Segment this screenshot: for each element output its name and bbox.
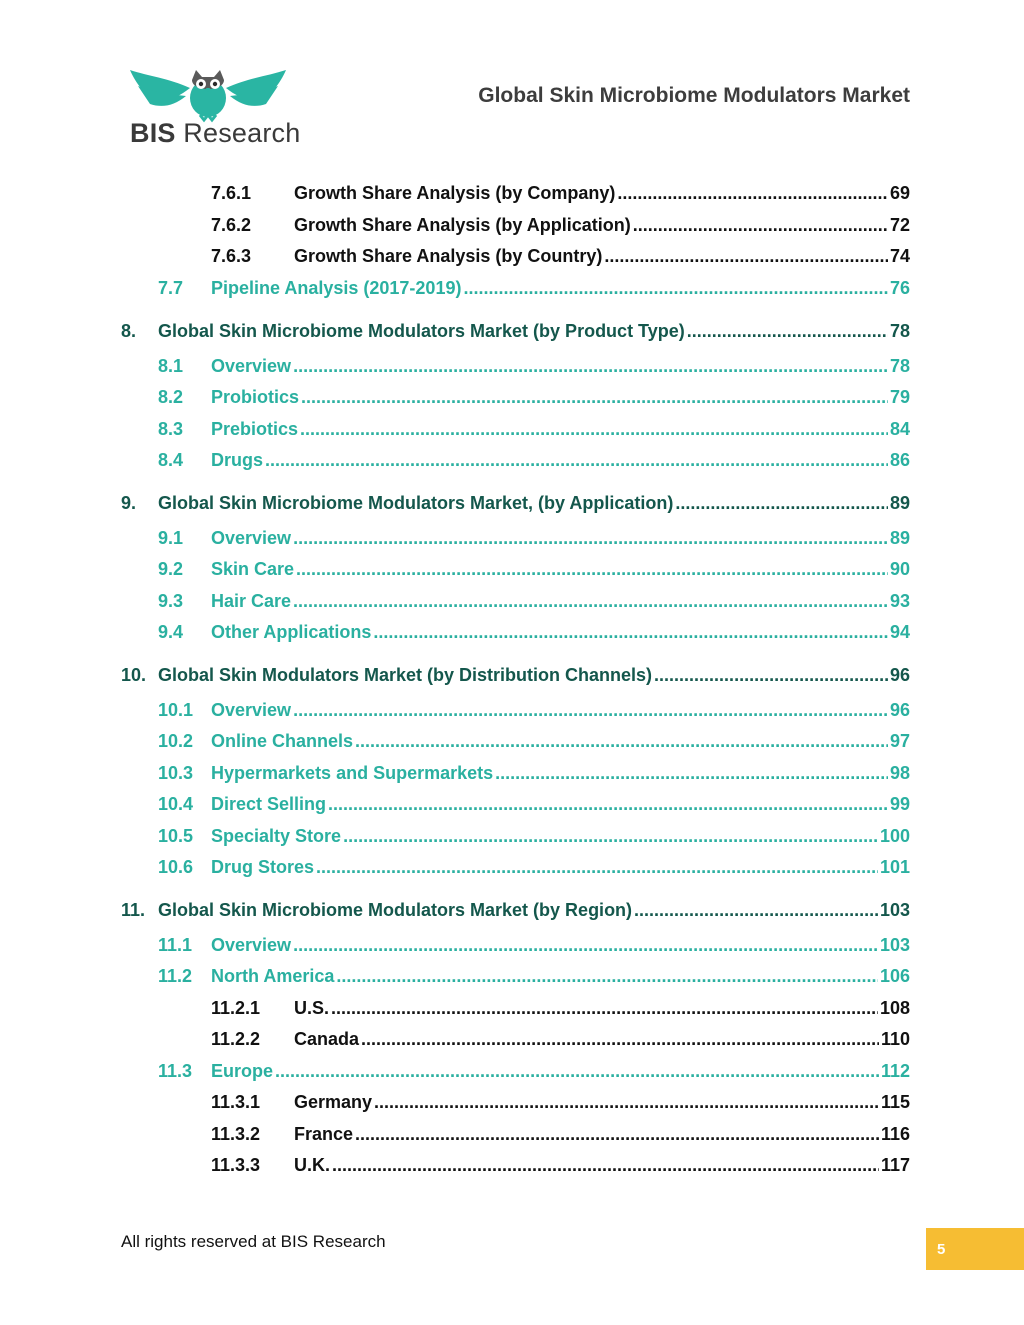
dot-leader [355, 728, 888, 754]
toc-entry-number: 7.6.2 [211, 215, 252, 235]
toc-entry-line [211, 619, 910, 645]
toc-entry-line [211, 854, 910, 880]
toc-entry-page: 72 [889, 215, 910, 235]
toc-entry[interactable] [0, 619, 1024, 645]
dot-leader [275, 1058, 879, 1084]
toc-entry-page: 101 [879, 857, 910, 877]
toc-entry-number: 8.4 [158, 450, 184, 470]
toc-entry-line [158, 318, 910, 344]
toc-entry-number: 11.2.2 [211, 1029, 261, 1049]
dot-leader [355, 1121, 879, 1147]
toc-entry-number: 10.5 [158, 826, 194, 846]
dot-leader [328, 791, 888, 817]
toc-entry-title: Growth Share Analysis (by Company) [294, 183, 616, 203]
toc-entry-page: 103 [879, 935, 910, 955]
dot-leader [301, 384, 888, 410]
toc-entry-line [211, 384, 910, 410]
toc-entry[interactable] [0, 490, 1024, 516]
toc-entry-page: 97 [889, 731, 910, 751]
page-number: 5 [937, 1241, 946, 1258]
toc-entry-page: 76 [889, 278, 910, 298]
toc-entry-page: 100 [879, 826, 910, 846]
toc-entry-number: 11.3.3 [211, 1155, 261, 1175]
toc-entry-title: Skin Care [211, 559, 295, 579]
toc-entry[interactable] [0, 275, 1024, 301]
dot-leader [373, 619, 888, 645]
toc-entry-line [211, 823, 910, 849]
toc-entry-page: 78 [889, 321, 910, 341]
dot-leader [675, 490, 888, 516]
toc-entry-line [158, 490, 910, 516]
toc-entry-page: 93 [889, 591, 910, 611]
toc-entry[interactable] [0, 353, 1024, 379]
toc-entry-number: 10.1 [158, 700, 194, 720]
toc-entry-page: 96 [889, 700, 910, 720]
toc-entry-title: Hair Care [211, 591, 292, 611]
toc-entry-line [211, 697, 910, 723]
toc-entry-number: 11.2 [158, 966, 193, 986]
dot-leader [343, 823, 878, 849]
toc-entry-title: Hypermarkets and Supermarkets [211, 763, 494, 783]
toc-entry-number: 11.1 [158, 935, 193, 955]
toc-entry[interactable] [0, 1089, 1024, 1115]
toc-entry-number: 9.2 [158, 559, 184, 579]
dot-leader [463, 275, 888, 301]
toc-entry[interactable] [0, 728, 1024, 754]
toc-entry[interactable] [0, 760, 1024, 786]
toc-entry-line [211, 556, 910, 582]
toc-entry[interactable] [0, 823, 1024, 849]
toc-entry-line [211, 525, 910, 551]
dot-leader [374, 1089, 879, 1115]
toc-entry-page: 78 [889, 356, 910, 376]
dot-leader [293, 697, 888, 723]
dot-leader [293, 353, 888, 379]
toc-entry-title: Overview [211, 528, 292, 548]
dot-leader [293, 588, 888, 614]
toc-entry-page: 116 [880, 1124, 910, 1144]
toc-entry-page: 110 [880, 1029, 910, 1049]
toc-entry-line [158, 897, 910, 923]
toc-entry[interactable] [0, 384, 1024, 410]
dot-leader [331, 995, 878, 1021]
toc-entry-number: 10.4 [158, 794, 194, 814]
toc-entry[interactable] [0, 556, 1024, 582]
toc-entry-title: Overview [211, 700, 292, 720]
toc-entry[interactable] [0, 180, 1024, 206]
toc-entry[interactable] [0, 447, 1024, 473]
toc-entry-page: 99 [889, 794, 910, 814]
toc-entry-title: Canada [294, 1029, 360, 1049]
toc-entry-title: U.K. [294, 1155, 330, 1175]
toc-entry-number: 8.3 [158, 419, 184, 439]
dot-leader [687, 318, 888, 344]
toc-entry-line [294, 1121, 910, 1147]
toc-entry-number: 10. [121, 665, 147, 685]
toc-entry-number: 11.3 [158, 1061, 193, 1081]
dot-leader [634, 897, 878, 923]
toc-entry-title: Europe [211, 1061, 274, 1081]
toc-entry-line [294, 1089, 910, 1115]
toc-entry-number: 11. [121, 900, 146, 920]
toc-entry-page: 98 [889, 763, 910, 783]
toc-entry[interactable] [0, 995, 1024, 1021]
toc-entry-number: 10.2 [158, 731, 194, 751]
dot-leader [293, 932, 878, 958]
toc-entry-title: Probiotics [211, 387, 300, 407]
toc-entry-title: Overview [211, 356, 292, 376]
toc-entry-line [211, 963, 910, 989]
toc-entry-number: 10.6 [158, 857, 194, 877]
toc-entry-page: 89 [889, 528, 910, 548]
toc-entry[interactable] [0, 854, 1024, 880]
toc-entry-line [211, 588, 910, 614]
toc-entry-number: 8.2 [158, 387, 184, 407]
toc-entry-line [211, 728, 910, 754]
toc-entry-title: Global Skin Microbiome Modulators Market (by Product Type) [158, 321, 685, 341]
dot-leader [633, 212, 888, 238]
toc-entry-number: 9.1 [158, 528, 184, 548]
toc-entry[interactable] [0, 897, 1024, 923]
toc-entry-number: 7.6.1 [211, 183, 252, 203]
toc-entry-number: 7.7 [158, 278, 184, 298]
dot-leader [495, 760, 888, 786]
toc-entry-title: North America [211, 966, 335, 986]
toc-entry-line [211, 416, 910, 442]
toc-entry[interactable] [0, 416, 1024, 442]
toc-entry[interactable] [0, 791, 1024, 817]
toc-entry-page: 94 [889, 622, 910, 642]
toc-entry[interactable] [0, 525, 1024, 551]
toc-entry-line [211, 275, 910, 301]
toc-entry-line [211, 932, 910, 958]
toc-entry-title: U.S. [294, 998, 330, 1018]
toc-entry-line [294, 995, 910, 1021]
toc-entry[interactable] [0, 932, 1024, 958]
toc-entry-page: 89 [889, 493, 910, 513]
toc-entry[interactable] [0, 963, 1024, 989]
dot-leader [300, 416, 888, 442]
toc-entry-title: Germany [294, 1092, 373, 1112]
toc-entry-line [211, 760, 910, 786]
toc-entry-number: 11.2.1 [211, 998, 261, 1018]
toc-entry-line [211, 447, 910, 473]
toc-entry-title: Other Applications [211, 622, 372, 642]
dot-leader [654, 662, 888, 688]
toc-entry-page: 108 [879, 998, 910, 1018]
toc-entry-page: 117 [880, 1155, 910, 1175]
page-number-badge [926, 1228, 1024, 1270]
dot-leader [293, 525, 888, 551]
toc-entry[interactable] [0, 1152, 1024, 1178]
toc-entry-page: 106 [879, 966, 910, 986]
toc-entry-page: 112 [880, 1061, 910, 1081]
toc-entry-page: 86 [889, 450, 910, 470]
toc-entry-title: Growth Share Analysis (by Application) [294, 215, 631, 235]
toc-entry-page: 69 [889, 183, 910, 203]
toc-entry-title: Growth Share Analysis (by Country) [294, 246, 603, 266]
toc-entry-title: France [294, 1124, 354, 1144]
toc-entry[interactable] [0, 318, 1024, 344]
toc-entry[interactable] [0, 662, 1024, 688]
toc-entry-number: 9.4 [158, 622, 184, 642]
dot-leader [332, 1152, 879, 1178]
toc-entry-title: Prebiotics [211, 419, 299, 439]
toc-entry-title: Specialty Store [211, 826, 342, 846]
dot-leader [361, 1026, 879, 1052]
toc-entry-number: 7.6.3 [211, 246, 252, 266]
toc-entry-page: 90 [889, 559, 910, 579]
dot-leader [604, 243, 888, 269]
toc-entry-line [158, 662, 910, 688]
toc-entry-page: 96 [889, 665, 910, 685]
toc-entry-number: 9. [121, 493, 137, 513]
toc-entry-line [294, 180, 910, 206]
toc-entry-number: 9.3 [158, 591, 184, 611]
toc-entry-number: 10.3 [158, 763, 194, 783]
toc-entry-page: 79 [889, 387, 910, 407]
toc-entry-line [211, 353, 910, 379]
toc-entry[interactable] [0, 588, 1024, 614]
brand-bold: BIS [130, 118, 176, 148]
dot-leader [316, 854, 878, 880]
dot-leader [296, 556, 888, 582]
document-title: Global Skin Microbiome Modulators Market [478, 84, 910, 107]
toc-entry-title: Online Channels [211, 731, 354, 751]
toc-entry-number: 11.3.1 [211, 1092, 261, 1112]
toc-entry[interactable] [0, 1026, 1024, 1052]
rights-reserved-text: All rights reserved at BIS Research [121, 1232, 386, 1251]
toc-entry[interactable] [0, 243, 1024, 269]
toc-entry-title: Global Skin Microbiome Modulators Market, (by Application) [158, 493, 674, 513]
toc-entry-line [294, 243, 910, 269]
toc-entry[interactable] [0, 1058, 1024, 1084]
toc-entry-page: 74 [889, 246, 910, 266]
toc-entry-page: 84 [889, 419, 910, 439]
toc-entry-number: 11.3.2 [211, 1124, 261, 1144]
toc-entry-line [294, 1026, 910, 1052]
dot-leader [336, 963, 878, 989]
toc-entry[interactable] [0, 1121, 1024, 1147]
toc-entry-title: Global Skin Microbiome Modulators Market (by Region) [158, 900, 633, 920]
dot-leader [265, 447, 888, 473]
toc-entry-title: Direct Selling [211, 794, 327, 814]
toc-entry-number: 8.1 [158, 356, 184, 376]
toc-entry[interactable] [0, 697, 1024, 723]
toc-entry-title: Drugs [211, 450, 264, 470]
brand-light: Research [175, 118, 301, 148]
toc-entry-page: 103 [879, 900, 910, 920]
toc-entry-title: Overview [211, 935, 292, 955]
toc-entry[interactable] [0, 212, 1024, 238]
toc-entry-page: 115 [880, 1092, 910, 1112]
toc-entry-title: Global Skin Modulators Market (by Distribution Channels) [158, 665, 653, 685]
toc-entry-line [294, 212, 910, 238]
toc-entry-line [211, 1058, 910, 1084]
toc-entry-title: Pipeline Analysis (2017-2019) [211, 278, 462, 298]
toc-entry-title: Drug Stores [211, 857, 315, 877]
toc-entry-number: 8. [121, 321, 137, 341]
toc-entry-line [211, 791, 910, 817]
brand-name [130, 118, 300, 149]
toc-entry-line [294, 1152, 910, 1178]
dot-leader [617, 180, 888, 206]
